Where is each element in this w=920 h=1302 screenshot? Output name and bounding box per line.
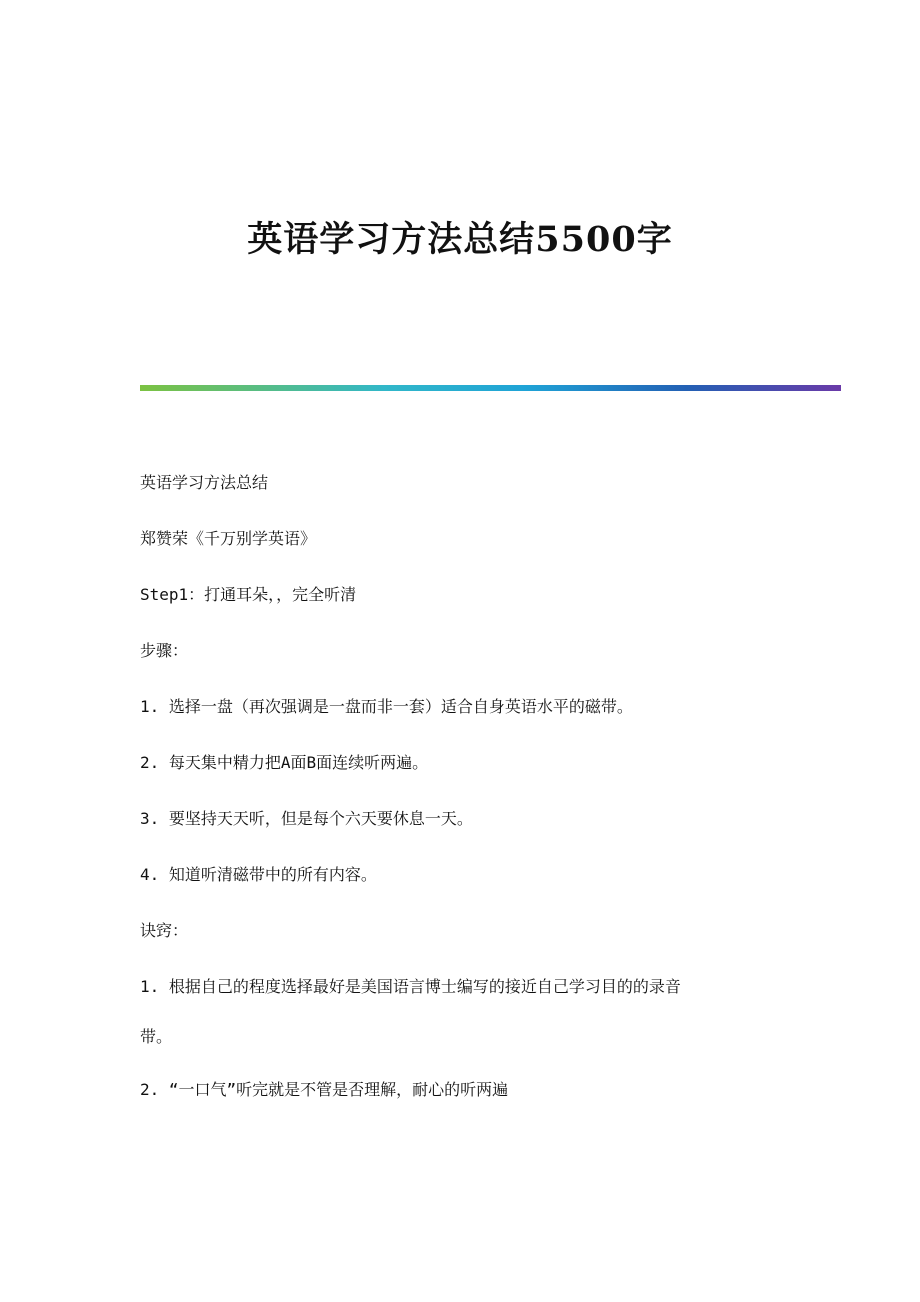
tip-item-1-line-1: 1. 根据自己的程度选择最好是美国语言博士编写的接近自己学习目的的录音: [140, 977, 681, 996]
tips-label: 诀窍：: [140, 921, 189, 940]
step-item-2: 2. 每天集中精力把A面B面连续听两遍。: [140, 753, 429, 772]
step-item-4: 4. 知道听清磁带中的所有内容。: [140, 865, 377, 884]
steps-label: 步骤：: [140, 641, 189, 660]
step-item-1: 1. 选择一盘（再次强调是一盘而非一套）适合自身英语水平的磁带。: [140, 697, 633, 716]
tip-item-1-line-2: 带。: [140, 1027, 173, 1046]
step-heading: Step1：打通耳朵，，完全听清: [140, 585, 357, 604]
tip-item-1: [140, 974, 780, 1050]
tip-item-2: 2. “一口气”听完就是不管是否理解，耐心的听两遍: [140, 1080, 509, 1099]
step-item-3: 3. 要坚持天天听，但是每个六天要休息一天。: [140, 809, 473, 828]
book-reference: 郑赞荣《千万别学英语》: [140, 529, 317, 548]
title-divider: [140, 385, 841, 391]
document-title: 英语学习方法总结5500字: [247, 219, 673, 260]
section-heading: 英语学习方法总结: [140, 473, 269, 492]
